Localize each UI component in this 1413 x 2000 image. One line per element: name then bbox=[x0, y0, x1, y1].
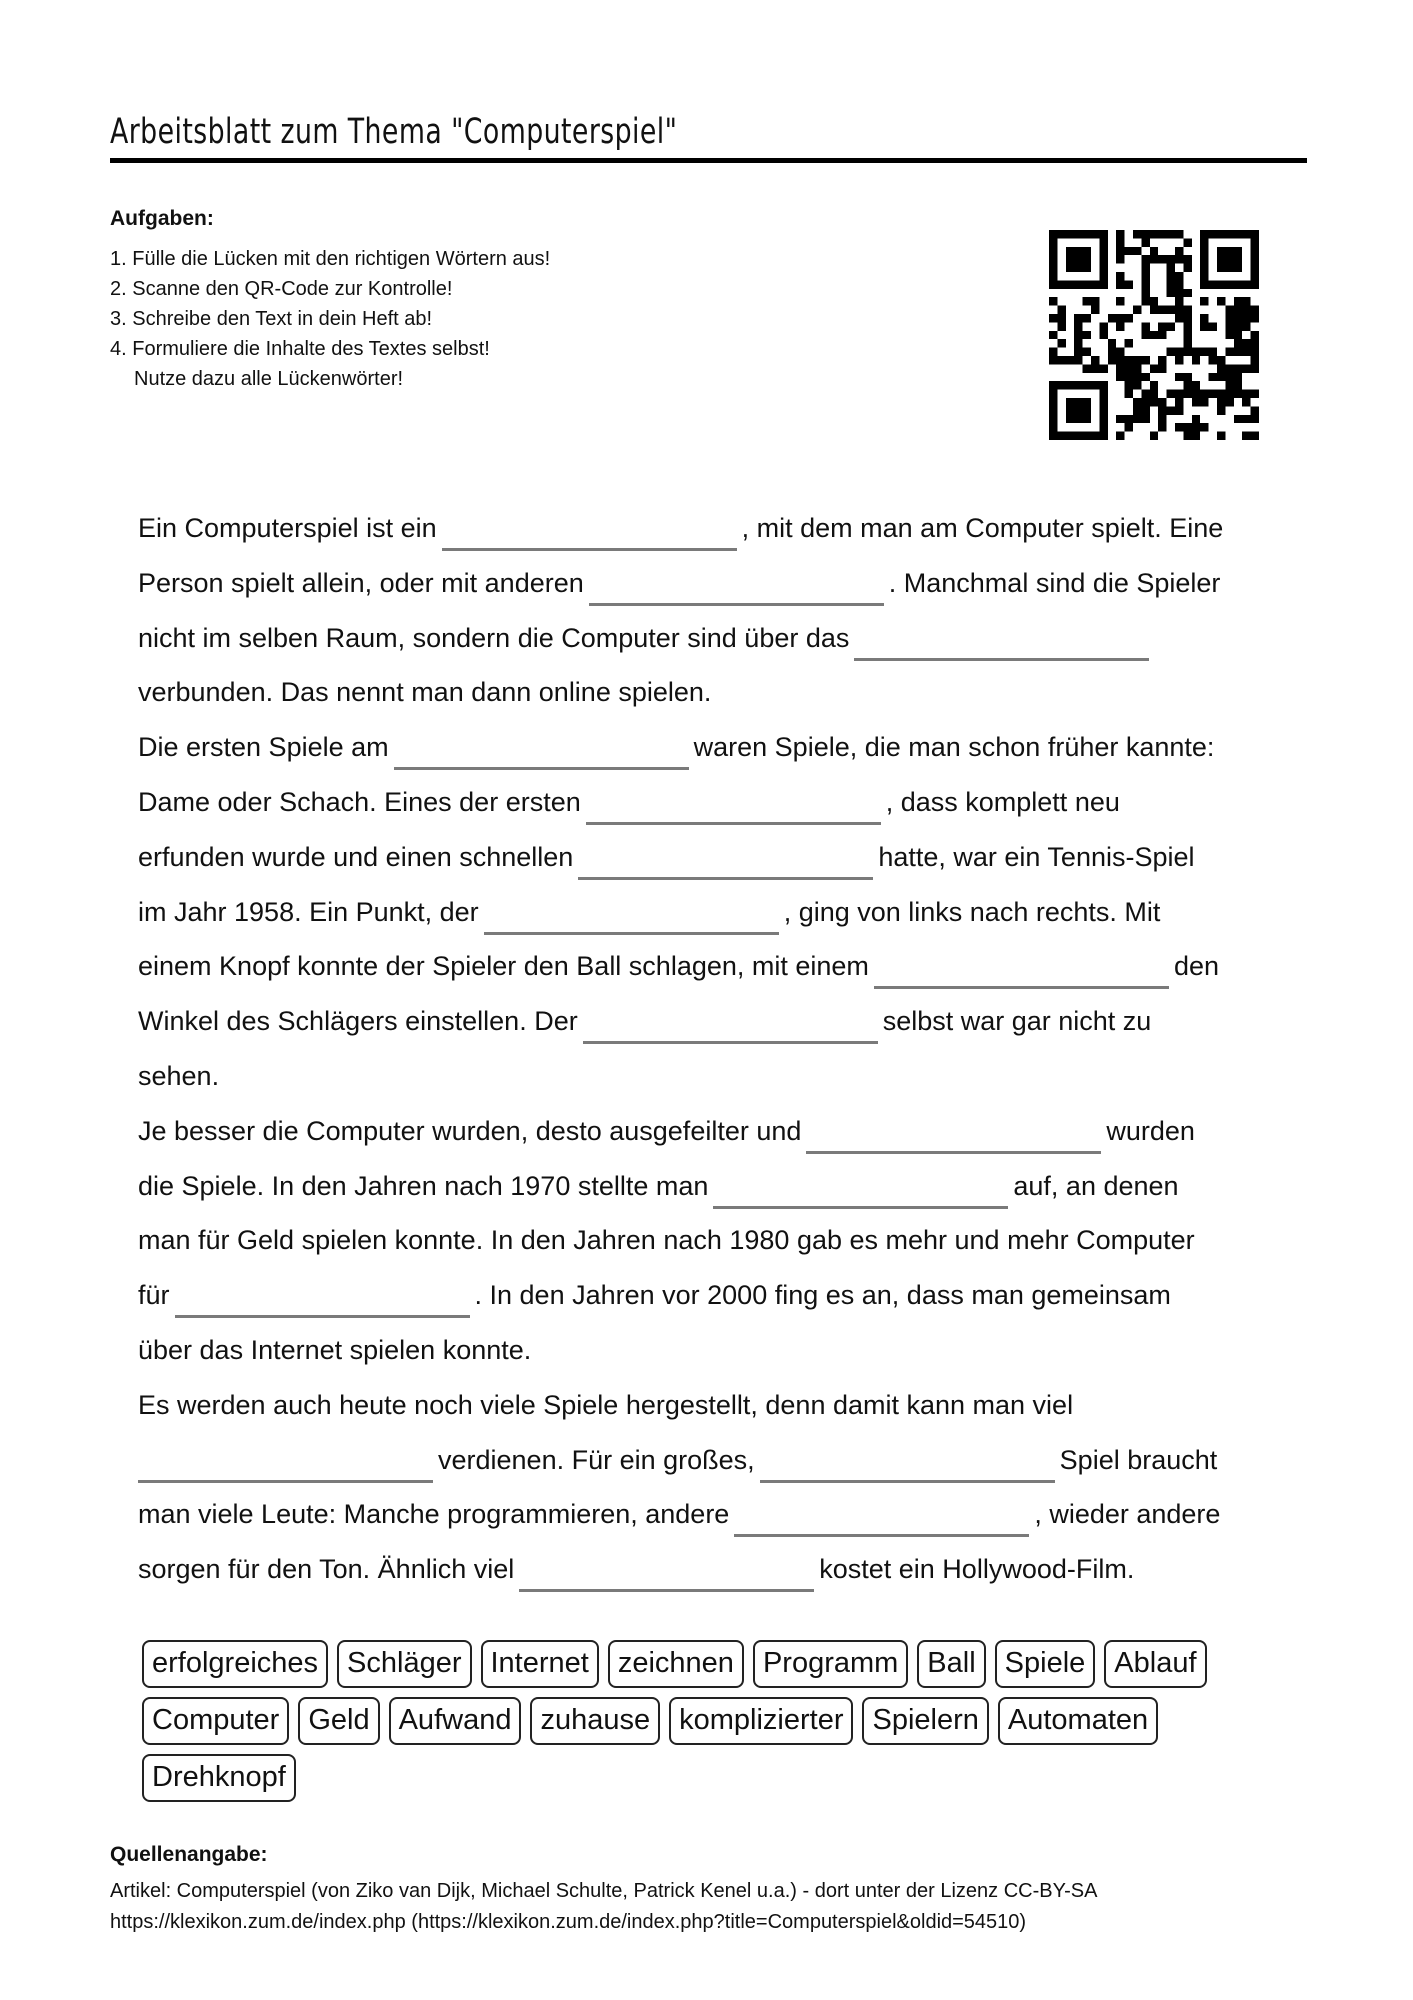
word-chip[interactable]: Spielern bbox=[862, 1697, 988, 1745]
answer-blank[interactable] bbox=[484, 912, 779, 935]
text-segment: , wieder andere bbox=[1034, 1499, 1221, 1530]
text-segment: sehen. bbox=[138, 1060, 220, 1091]
text-line bbox=[138, 1049, 1288, 1104]
text-line bbox=[138, 720, 1288, 775]
text-line bbox=[138, 1433, 1288, 1488]
text-line bbox=[138, 885, 1288, 940]
text-segment: erfunden wurde und einen schnellen bbox=[138, 841, 574, 872]
qr-code-icon[interactable] bbox=[1049, 230, 1259, 440]
answer-blank[interactable] bbox=[806, 1131, 1101, 1154]
text-line bbox=[138, 775, 1288, 830]
text-segment: wurden bbox=[1106, 1115, 1195, 1146]
word-chip[interactable]: zuhause bbox=[530, 1697, 660, 1745]
word-chip[interactable]: Programm bbox=[753, 1640, 908, 1688]
task-list bbox=[110, 244, 550, 394]
text-line bbox=[138, 556, 1288, 611]
word-chip[interactable]: Ball bbox=[917, 1640, 985, 1688]
cloze-text bbox=[138, 501, 1288, 1597]
text-line bbox=[138, 665, 1288, 720]
answer-blank[interactable] bbox=[442, 528, 737, 551]
text-segment: verbunden. Das nennt man dann online spielen. bbox=[138, 677, 712, 708]
text-segment: . In den Jahren vor 2000 fing es an, dass man gemeinsam bbox=[474, 1280, 1171, 1311]
text-segment: über das Internet spielen konnte. bbox=[138, 1334, 532, 1365]
text-line bbox=[138, 1378, 1288, 1433]
answer-blank[interactable] bbox=[138, 1460, 433, 1483]
text-segment: man viele Leute: Manche programmieren, andere bbox=[138, 1499, 730, 1530]
text-segment: selbst war gar nicht zu bbox=[882, 1006, 1152, 1037]
task-item: 1. Fülle die Lücken mit den richtigen Wörtern aus! bbox=[110, 248, 551, 270]
word-bank-row bbox=[142, 1697, 1292, 1745]
text-line bbox=[138, 1487, 1288, 1542]
task-item: 4. Formuliere die Inhalte des Textes selbst! bbox=[110, 338, 490, 360]
answer-blank[interactable] bbox=[713, 1186, 1008, 1209]
word-chip[interactable]: Schläger bbox=[337, 1640, 471, 1688]
text-segment: , dass komplett neu bbox=[885, 786, 1120, 817]
text-line bbox=[138, 830, 1288, 885]
word-chip[interactable]: Computer bbox=[142, 1697, 289, 1745]
sources-text bbox=[110, 1876, 1097, 1938]
text-segment: hatte, war ein Tennis-Spiel bbox=[878, 841, 1195, 872]
text-segment: die Spiele. In den Jahren nach 1970 stellte man bbox=[138, 1170, 709, 1201]
text-segment: . Manchmal sind die Spieler bbox=[888, 567, 1221, 598]
text-segment: Ein Computerspiel ist ein bbox=[138, 513, 437, 543]
word-chip[interactable]: zeichnen bbox=[608, 1640, 744, 1688]
text-segment: den bbox=[1173, 951, 1219, 982]
task-item: 3. Schreibe den Text in dein Heft ab! bbox=[110, 308, 433, 330]
text-segment: , mit dem man am Computer spielt. Eine bbox=[741, 513, 1224, 543]
word-chip[interactable]: Automaten bbox=[998, 1697, 1158, 1745]
word-chip[interactable]: Aufwand bbox=[389, 1697, 522, 1745]
answer-blank[interactable] bbox=[583, 1021, 878, 1044]
word-bank bbox=[142, 1640, 1292, 1811]
text-segment: Dame oder Schach. Eines der ersten bbox=[138, 786, 581, 817]
title-divider bbox=[110, 158, 1307, 163]
text-segment: Die ersten Spiele am bbox=[138, 732, 389, 763]
answer-blank[interactable] bbox=[394, 747, 689, 770]
text-segment: waren Spiele, die man schon früher kannte: bbox=[693, 732, 1215, 763]
answer-blank[interactable] bbox=[519, 1569, 814, 1592]
text-line bbox=[138, 1323, 1288, 1378]
text-segment: im Jahr 1958. Ein Punkt, der bbox=[138, 896, 479, 927]
source-citation: Artikel: Computerspiel (von Ziko van Dijk, Michael Schulte, Patrick Kenel u.a.) - dort unter der Lizenz CC-BY-SA bbox=[110, 1880, 1098, 1902]
word-chip[interactable]: erfolgreiches bbox=[142, 1640, 328, 1688]
page-title: Arbeitsblatt zum Thema "Computerspiel" bbox=[110, 112, 678, 152]
text-line bbox=[138, 1268, 1288, 1323]
text-line bbox=[138, 1159, 1288, 1214]
word-bank-row bbox=[142, 1754, 1292, 1802]
source-link[interactable]: https://klexikon.zum.de/index.php (https://klexikon.zum.de/index.php?title=Computerspiel&oldid=54510) bbox=[110, 1911, 1027, 1933]
text-line bbox=[138, 939, 1288, 994]
word-chip[interactable]: Ablauf bbox=[1104, 1640, 1206, 1688]
word-bank-row bbox=[142, 1640, 1292, 1688]
text-line bbox=[138, 1542, 1288, 1597]
answer-blank[interactable] bbox=[589, 583, 884, 606]
sources-heading: Quellenangabe: bbox=[110, 1843, 268, 1866]
answer-blank[interactable] bbox=[874, 966, 1169, 989]
answer-blank[interactable] bbox=[175, 1295, 470, 1318]
text-line bbox=[138, 501, 1288, 556]
word-chip[interactable]: Spiele bbox=[995, 1640, 1096, 1688]
task-item: 2. Scanne den QR-Code zur Kontrolle! bbox=[110, 278, 453, 300]
word-chip[interactable]: Internet bbox=[481, 1640, 599, 1688]
text-line bbox=[138, 1213, 1288, 1268]
word-chip[interactable]: komplizierter bbox=[669, 1697, 853, 1745]
text-segment: verdienen. Für ein großes, bbox=[438, 1444, 755, 1475]
text-segment: sorgen für den Ton. Ähnlich viel bbox=[138, 1554, 515, 1585]
word-chip[interactable]: Geld bbox=[298, 1697, 379, 1745]
text-segment: , ging von links nach rechts. Mit bbox=[783, 896, 1161, 927]
text-line bbox=[138, 611, 1288, 666]
text-segment: nicht im selben Raum, sondern die Computer sind über das bbox=[138, 622, 850, 653]
text-segment: Spiel braucht bbox=[1059, 1444, 1218, 1475]
answer-blank[interactable] bbox=[734, 1514, 1029, 1537]
text-segment: Es werden auch heute noch viele Spiele hergestellt, denn damit kann man viel bbox=[138, 1389, 1074, 1420]
text-segment: Person spielt allein, oder mit anderen bbox=[138, 567, 584, 598]
text-segment: Winkel des Schlägers einstellen. Der bbox=[138, 1006, 578, 1037]
answer-blank[interactable] bbox=[586, 802, 881, 825]
text-line bbox=[138, 1104, 1288, 1159]
tasks-heading: Aufgaben: bbox=[110, 207, 214, 230]
text-segment: kostet ein Hollywood-Film. bbox=[819, 1554, 1135, 1585]
text-segment: man für Geld spielen konnte. In den Jahren nach 1980 gab es mehr und mehr Computer bbox=[138, 1225, 1195, 1256]
word-chip[interactable]: Drehknopf bbox=[142, 1754, 296, 1802]
text-segment: Je besser die Computer wurden, desto ausgefeilter und bbox=[138, 1115, 802, 1146]
text-segment: einem Knopf konnte der Spieler den Ball schlagen, mit einem bbox=[138, 951, 869, 982]
answer-blank[interactable] bbox=[854, 638, 1149, 661]
text-segment: auf, an denen bbox=[1013, 1170, 1179, 1201]
task-item: Nutze dazu alle Lückenwörter! bbox=[134, 368, 404, 390]
text-segment: für bbox=[138, 1280, 170, 1311]
text-line bbox=[138, 994, 1288, 1049]
answer-blank[interactable] bbox=[578, 857, 873, 880]
answer-blank[interactable] bbox=[760, 1460, 1055, 1483]
